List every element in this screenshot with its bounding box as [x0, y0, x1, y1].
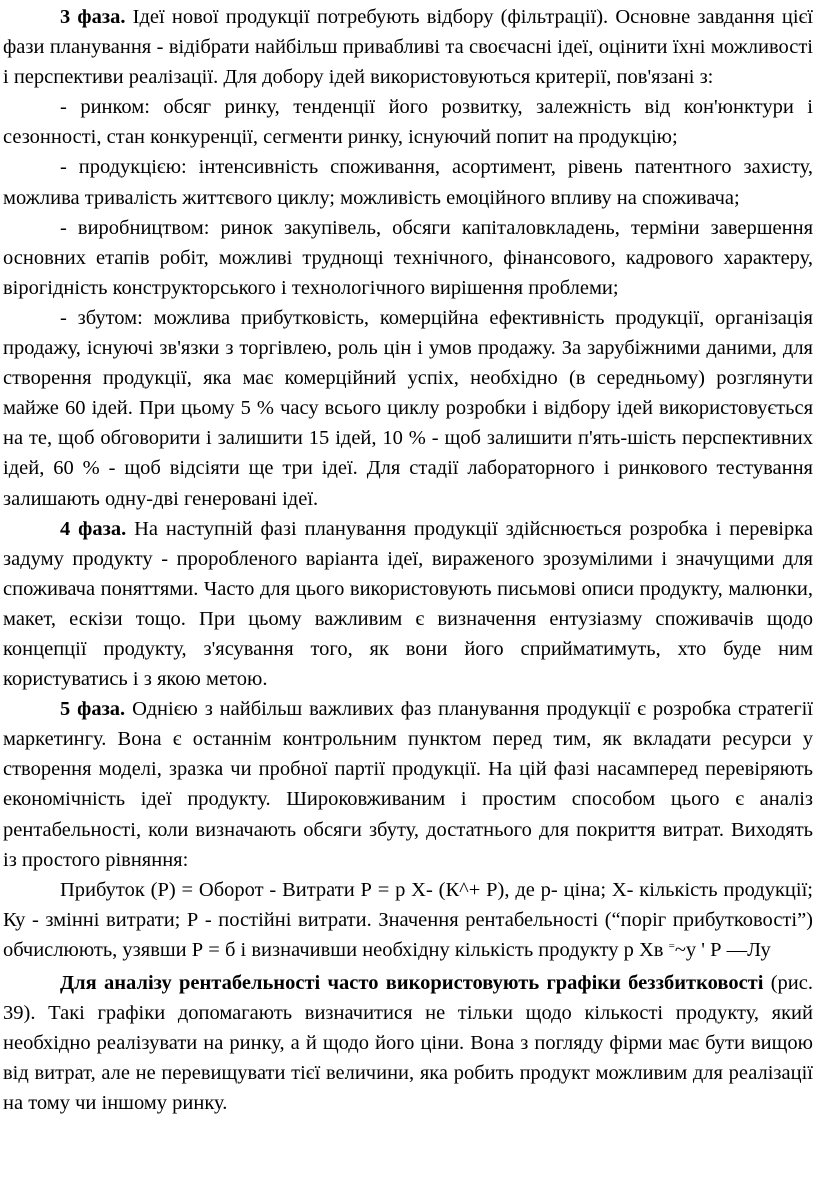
criteria-sales: - збутом: можлива прибутковість, комерційна ефективність продукції, організація продажу, існуючі зв'язки з торгівлею, роль цін і умов продажу. За зарубіжними даними, для створення продукції, яка має комерційний успіх, необхідно (в середньому) розглянути майже 60 ідей. При цьому 5 % часу всього циклу розробки і відбору ідей використовується на те, щоб обговорити і залишити 15 ідей, 10 % - щоб залишити п'ять-шість перспективних ідей, 60 % - щоб відсіяти ще три ідеї. Для стадії лабораторного і ринкового тестування залишають одну-дві генеровані ідеї. — [3, 306, 813, 510]
criteria-market: - ринком: обсяг ринку, тенденції його розвитку, залежність від кон'юнктури і сезонності, стан конкуренції, сегменти ринку, існуючий попит на продукцію; — [3, 96, 813, 149]
phase-5-heading: 5 фаза. — [60, 698, 126, 721]
phase-5-text: Однією з найбільш важливих фаз планування продукції є розробка стратегії маркетингу. Вона є останнім контрольним пунктом перед тим, як вкладати ресурси у створення моделі, зразка чи пробної партії продукції. На цій фазі насамперед перевіряють економічність ідеї продукту. Широковживаним і простим способом цього є аналіз рентабельності, коли визначають обсяги збуту, достатнього для покриття витрат. Виходять із простого рівняння: — [3, 698, 814, 871]
equation-text-end: ~у ' Р —Лу — [674, 938, 771, 961]
paragraph-phase-3 — [3, 2, 813, 92]
equation-text: Прибуток (Р) = Оборот - Витрати Р = р Х- (К^+ Р), де р- ціна; Х- кількість продукції; Ку - змінні витрати; Р - постійні витрати. Значення рентабельності (“поріг прибутковості”) обчислюють, узявши Р = б і визначивши необхідну кількість продукту р Хв — [3, 878, 813, 961]
phase-4-heading: 4 фаза. — [60, 517, 127, 540]
paragraph-phase-4 — [3, 514, 813, 695]
equation-superscript: = — [668, 939, 675, 952]
phase-3-heading: 3 фаза. — [60, 6, 126, 28]
criteria-product: - продукцією: інтенсивність споживання, асортимент, рівень патентного захисту, можлива тривалість життєвого циклу; можливість емоційного впливу на споживача; — [3, 156, 813, 209]
phase-3-text: Ідеї нової продукції потребують відбору (фільтрації). Основне завдання цієї фази планування - відібрати найбільш привабливі та своєчасні ідеї, оцінити їхні можливості і перспективи реалізації. Для добору ідей використовуються критерії, пов'язані з: — [3, 6, 814, 89]
phase-4-text: На наступній фазі планування продукції здійснюється розробка і перевірка задуму продукту - проробленого варіанта ідеї, вираженого зрозумілими і значущими для споживача поняттями. Часто для цього використовують письмові описи продукту, малюнки, макет, ескізи тощо. При цьому важливим є визначення ентузіазму споживачів щодо концепції продукту, з'ясування того, як вони його сприйматимуть, хто буде ним користуватись і з якою метою. — [3, 517, 813, 691]
paragraph-phase-5 — [3, 694, 813, 875]
paragraph-breakeven — [3, 968, 813, 1118]
profit-equation-paragraph — [3, 875, 813, 968]
breakeven-text: (рис. 39). Такі графіки допомагають визначитися не тільки щодо кількості продукту, який необхідно реалізувати на ринку, а й щодо його ціни. Вона з погляду фірми має бути вищою від витрат, але не перевищувати тієї величини, яка робить продукт можливим для реалізації на тому чи іншому ринку. — [3, 972, 813, 1115]
breakeven-heading: Для аналізу рентабельності часто використовують графіки беззбитковості — [60, 972, 764, 994]
criteria-production: - виробництвом: ринок закупівель, обсяги капіталовкладень, терміни завершення основних етапів робіт, можливі труднощі технічного, фінансового, кадрового характеру, вірогідність конструкторського і технологічного вирішення проблеми; — [3, 216, 813, 299]
